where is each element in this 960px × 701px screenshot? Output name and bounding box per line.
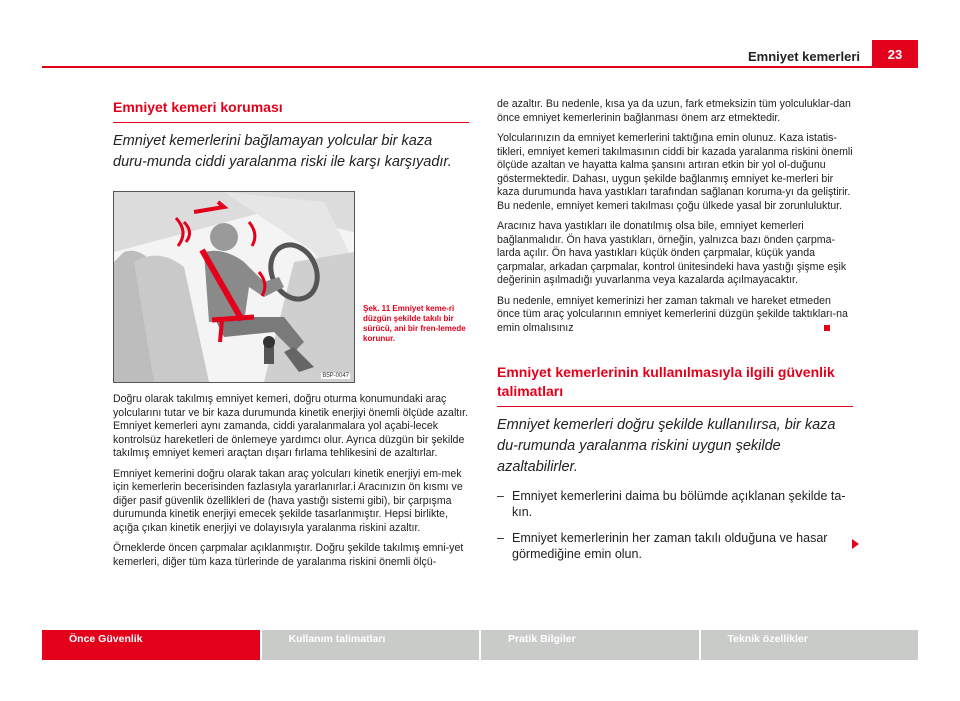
figure-code: B5P-0047 xyxy=(322,373,349,379)
section-end-marker xyxy=(824,325,830,331)
instruction-list xyxy=(497,488,853,562)
body-paragraph: Aracınız hava yastıkları ile donatılmış olsa bile, emniyet kemerleri bağlanmalıdır. Ön hava yastıkları, örneğin, yalnızca bazı önden çarpma-larda açılır. Ön hava yastıkları küçük önden çarpmalar, küçük yanda çarpmalar, arkadan çarpmalar, kontrol ünitesindeki hava yastığı şişme eşik değerinin aşılmadığı yuvarlanma veya kazalarda açılmayacaktır. xyxy=(497,220,847,286)
list-dash: – xyxy=(497,531,504,545)
lead-warning: Emniyet kemerlerini bağlamayan yolcular bir kaza duru-munda ciddi yaralanma riski ile karşı karşıyadır. xyxy=(113,133,452,170)
list-item-text: Emniyet kemerlerini daima bu bölümde açıklanan şekilde ta-kın. xyxy=(512,489,846,519)
left-column xyxy=(113,98,469,576)
body-paragraph: Yolcularınızın da emniyet kemerlerini taktığına emin olunuz. Kaza istatis-tikleri, emniyet kemeri takılmasının ciddi bir kazada yaralanma riskini önemli ölçüde azaltan ve hayatta kalma şansını artıran etkin bir yol ol-duğunu göstermektedir. Dahası, uygun şekilde bağlanmış emniyet ke-merleri bir kaza durumunda hava yastıkları tarafından sağlanan koruma-yı da geliştirir. Bu nedenle, emniyet kemeri takılması çoğu ülkede yasal bir zorunluluktur. xyxy=(497,132,853,212)
figure-caption: Şek. 11 Emniyet keme-ri düzgün şekilde takılı bir sürücü, ani bir fren-lemede korunur. xyxy=(363,304,466,343)
body-paragraph: Örneklerde öncen çarpmalar açıklanmıştır. Doğru şekilde takılmış emni-yet kemerleri, diğer tüm kaza türlerinde de yaralanma riskini önemli ölçü- xyxy=(113,542,464,568)
continue-arrow-icon[interactable] xyxy=(852,539,859,549)
tab-practical-tips[interactable]: Pratik Bilgiler xyxy=(481,630,699,660)
section-title-safety-instructions: Emniyet kemerlerinin kullanılmasıyla ilgili güvenlik talimatları xyxy=(497,363,853,407)
page-number-badge: 23 xyxy=(872,40,918,68)
safety-instructions-section xyxy=(497,363,853,562)
list-dash: – xyxy=(497,489,504,503)
body-paragraph-text: Bu nedenle, emniyet kemerinizi her zaman takmalı ve hareket etmeden önce tüm araç yolcularının emniyet kemerlerini düzgün şekilde taktıkları-na emin olmalısınız xyxy=(497,294,848,334)
running-header-title: Emniyet kemerleri xyxy=(747,49,860,64)
header-rule xyxy=(42,66,918,68)
tab-safety-first[interactable]: Önce Güvenlik xyxy=(42,630,260,660)
tab-operating-instructions[interactable]: Kullanım talimatları xyxy=(262,630,480,660)
list-item xyxy=(497,530,853,562)
body-paragraph: Doğru olarak takılmış emniyet kemeri, doğru oturma konumundaki araç yolcularını tutar ve bir kaza durumunda kinetik enerjiyi önemli ölçüde azaltır. Emniyet kemerleri aynı zamanda, ciddi yaralanmalara yol açabi-lecek kontrolsüz hareketleri de önlemeye yardımcı olur. Ayrıca düzgün bir şekilde takılmış emniyet kemeri araçtan dışarı fırlama tehlikesini de azaltırlar. xyxy=(113,393,469,459)
right-column xyxy=(497,98,853,572)
body-paragraph: de azaltır. Bu nedenle, kısa ya da uzun, fark etmeksizin tüm yolculuklar-dan önce emniyet kemerlerinin bağlanması önem arz etmektedir. xyxy=(497,98,851,124)
section-title-seatbelt-protection: Emniyet kemeri koruması xyxy=(113,98,469,123)
body-paragraph: Emniyet kemerini doğru olarak takan araç yolcuları kinetik enerjiyi em-mek için kemerlerin becerisinden fazlasıyla yararlanırlar.i Aracınızın ön kısmı ve diğer pasif güvenlik özellikleri de (hava yastığı sistemi gibi), bir çarpışma durumunda kinetik enerjiyi emecek şekilde tasarlanmıştır. Hepsi birlikte, açığa çıkan kinetik enerjiyi ve dolayısıyla yaralanma riskini azaltır. xyxy=(113,467,463,534)
driver-seatbelt-illustration xyxy=(113,191,355,383)
body-paragraph xyxy=(497,295,853,336)
list-item xyxy=(497,488,853,520)
footer-navigation xyxy=(42,630,918,660)
tab-technical-specs[interactable]: Teknik özellikler xyxy=(701,630,919,660)
list-item-text: Emniyet kemerlerinin her zaman takılı olduğuna ve hasar görmediğine emin olun. xyxy=(512,531,828,561)
figure-block xyxy=(113,191,469,383)
lead-warning: Emniyet kemerleri doğru şekilde kullanılırsa, bir kaza du-rumunda yaralanma riskini uygun şekilde azaltabilirler. xyxy=(497,417,836,475)
driver-illustration-svg xyxy=(114,192,354,382)
